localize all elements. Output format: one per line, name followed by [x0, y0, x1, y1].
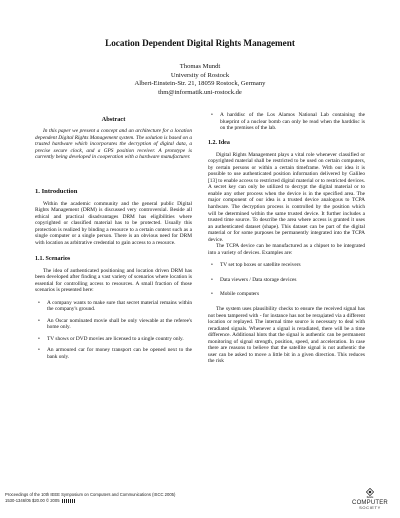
scenarios-list: [35, 300, 192, 361]
author-email: thm@informatik.uni-rostock.de: [158, 88, 242, 96]
logo-society-text: SOCIETY: [359, 504, 381, 510]
section-heading-scenarios: 1.1. Scenarios: [35, 255, 71, 262]
bullet-icon: •: [38, 335, 40, 342]
list-item: • An Oscar nominated movie shall be only viewable at the referee's home only.: [38, 317, 192, 331]
bullet-icon: •: [211, 262, 213, 269]
scenarios-list-continued: [208, 112, 365, 132]
right-column: [208, 112, 365, 365]
left-column: [35, 116, 192, 366]
list-item: • A harddisc of the Los Alamos National Lab containing the blueprint of a nuclear bomb can only be read when the harddisc is on the premises of the lab.: [211, 112, 365, 132]
abstract-heading: Abstract: [101, 116, 126, 123]
logo-ieee-text: IEEE: [366, 495, 374, 499]
paper-title: Location Dependent Digital Rights Management: [105, 38, 295, 48]
bullet-icon: •: [38, 347, 40, 354]
section-heading-idea: 1.2. Idea: [208, 139, 230, 146]
logo-computer-text: COMPUTER: [352, 499, 388, 506]
list-item: • TV shows or DVD movies are licensed to a single country only.: [38, 335, 184, 342]
bullet-icon: •: [211, 291, 213, 298]
devices-list: [208, 262, 365, 298]
abstract-text: In this paper we present a concept and an architecture for a location dependent Digital Rights Management system. The solution is based on a trusted hardware which incorporates the decryption of digital data, a precise secure clock, and a GPS position receiver. A prototype is currently being developed in cooperation with a hardware manufacturer.: [35, 128, 192, 161]
scenarios-paragraph: The idea of authenticated positioning and location driven DRM has been developed after finding a vast variety of scenarios where location is essential for controlling access to resources. A small fraction of those scenarios is presented here:: [35, 267, 192, 294]
section-heading-introduction: 1. Introduction: [35, 187, 78, 195]
proceedings-footer: [5, 492, 175, 504]
list-item: • An armoured car for money transport can be opened next to the bank only.: [38, 347, 192, 361]
footer-proceedings-line: Proceedings of the 10th IEEE Symposium on Computers and Communications (ISCC 2005): [5, 492, 176, 497]
idea-paragraph-1: Digital Rights Management plays a vital role whenever classified or copyrighted material shall be restricted to be used on certain computers, by certain persons or within a certain timeframe. With our idea it is possible to use authenticated position information delivered by Galileo [13] to enable access to restricted digital material or to restricted devices. A secret key can only be utilized to decrypt the digital material or to enable any other process when the device is in the specified area. The major component of our idea is a trusted device analogous to TCPA hardware. The decryption process is controlled by the position which will be determined within the same trusted device. It further includes a trusted time source. To describe the area where access is granted it uses an authenticated dataset (shape). This dataset can be part of the digital material or for some purposes be permanently integrated into the TCPA device.: [208, 151, 365, 243]
footer-isbn-line: 1530-1346/05 $20.00 © 2005: [5, 498, 175, 504]
introduction-paragraph: Within the academic community and the general public Digital Rights Management (DRM) is discussed very controversial. Beside all ethical and practical disadvantages DRM has eligibilities where copyrighted or classified material has to be protected. Usually this protection is realized by binding a resource to a certain context such as a single computer or a single person. There is an obvious need for DRM with location as arbitrative credential to gain access to a resource.: [35, 200, 192, 247]
idea-paragraph-2: The TCPA device can be manufactured as a chipset to be integrated into a variety of devices. Examples are:: [208, 243, 365, 256]
list-item: • Mobile computers: [211, 291, 260, 298]
author-name: Thomas Mundt: [179, 63, 221, 70]
author-block: [0, 63, 400, 97]
list-item: • A company wants to make sure that secret material remains within the company's ground.: [38, 299, 192, 313]
bullet-icon: •: [38, 299, 40, 306]
list-item: • TV set top boxes or satellite receivers: [211, 262, 301, 269]
author-affiliation: University of Rostock: [170, 71, 230, 79]
idea-paragraph-3: The system uses plausibility checks to ensure the received signal has not been tampered with - for instance has not be rerадiated via a different location or replayed. The internal time source is necessary to deal with reradiated signals. Whenever a signal is reradiated, there will be a time difference. Additional hints that the signal is authentic can be permanent monitoring of signal strength, position, speed, and acceleration. In case there are reasons to believe that the satellite signal is not authentic the user can be asked to move a little bit in a given direction. This reduces the risk: [208, 306, 365, 365]
list-item: • Data viewers / Data storage devices: [211, 276, 297, 283]
barcode-icon: [62, 499, 76, 503]
bullet-icon: •: [211, 276, 213, 283]
bullet-icon: •: [38, 317, 40, 324]
bullet-icon: •: [211, 112, 213, 118]
author-address: Albert-Einstein-Str. 21, 18059 Rostock, Germany: [134, 80, 266, 88]
computer-society-logo: [344, 488, 396, 514]
